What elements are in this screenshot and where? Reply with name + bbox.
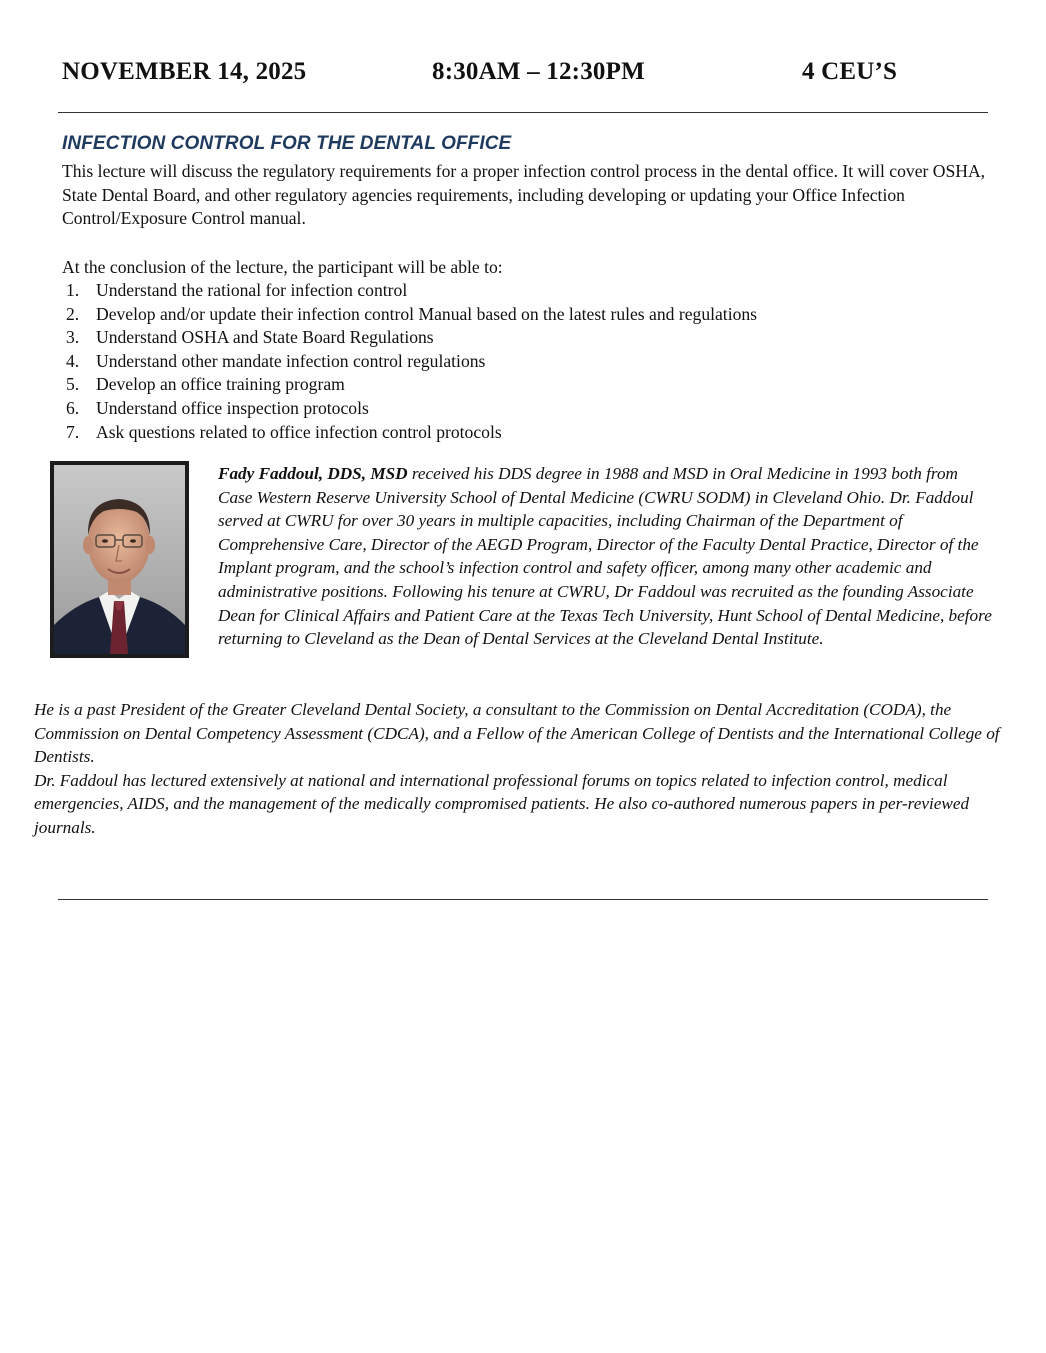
event-credits: 4 CEU’S	[802, 58, 898, 85]
speaker-affiliations: He is a past President of the Greater Cleveland Dental Society, a consultant to the Commission on Dental Accreditation (CODA), the Commission on Dental Competency Assessment (CDCA), and a Fellow of the American College of Dentists and the International College of Dentists.	[34, 700, 1000, 767]
objective-item: 2. Develop and/or update their infection control Manual based on the latest rules and regulations	[66, 303, 758, 324]
course-title: INFECTION CONTROL FOR THE DENTAL OFFICE	[62, 133, 512, 154]
speaker-name: Fady Faddoul, DDS, MSD	[218, 464, 408, 483]
speaker-bio-continued	[34, 698, 1009, 840]
objective-item: 7. Ask questions related to office infection control protocols	[66, 421, 502, 442]
objective-item: 5. Develop an office training program	[66, 374, 345, 395]
objective-item: 3. Understand OSHA and State Board Regulations	[66, 327, 434, 348]
speaker-lectures: Dr. Faddoul has lectured extensively at national and international professional forums on topics related to infection control, medical emergencies, AIDS, and the management of the medically compromised patients. He also co-authored numerous papers in per-reviewed journals.	[34, 770, 970, 837]
event-time: 8:30AM – 12:30PM	[432, 58, 645, 85]
objectives-list	[62, 279, 757, 444]
objective-item: 4. Understand other mandate infection control regulations	[66, 350, 486, 371]
bottom-divider	[58, 899, 988, 900]
course-description: This lecture will discuss the regulatory requirements for a proper infection control process in the dental office. It will cover OSHA, State Dental Board, and other regulatory agencies requirements, including developing or updating your Office Infection Control/Exposure Control manual.	[62, 161, 986, 228]
speaker-bio	[218, 462, 993, 651]
objectives-intro: At the conclusion of the lecture, the participant will be able to:	[62, 257, 503, 277]
top-divider	[58, 112, 988, 113]
objective-item: 1. Understand the rational for infection control	[66, 280, 408, 300]
speaker-bio-text: received his DDS degree in 1988 and MSD in Oral Medicine in 1993 both from Case Western Reserve University School of Dental Medicine (CWRU SODM) in Cleveland Ohio. Dr. Faddoul served at CWRU for over 30 years in multiple capacities, including Chairman of the Department of Comprehensive Care, Director of the AEGD Program, Director of the Faculty Dental Practice, Director of the Implant program, and the school’s infection control and safety officer, among many other academic and administrative positions. Following his tenure at CWRU, Dr Faddoul was recruited as the founding Associate Dean for Clinical Affairs and Patient Care at the Texas Tech University, Hunt School of Dental Medicine, before returning to Cleveland as the Dean of Dental Services at the Cleveland Dental Institute.	[218, 464, 992, 649]
objective-item: 6. Understand office inspection protocols	[66, 397, 369, 418]
speaker-photo	[50, 461, 189, 658]
event-date: NOVEMBER 14, 2025	[62, 58, 307, 85]
